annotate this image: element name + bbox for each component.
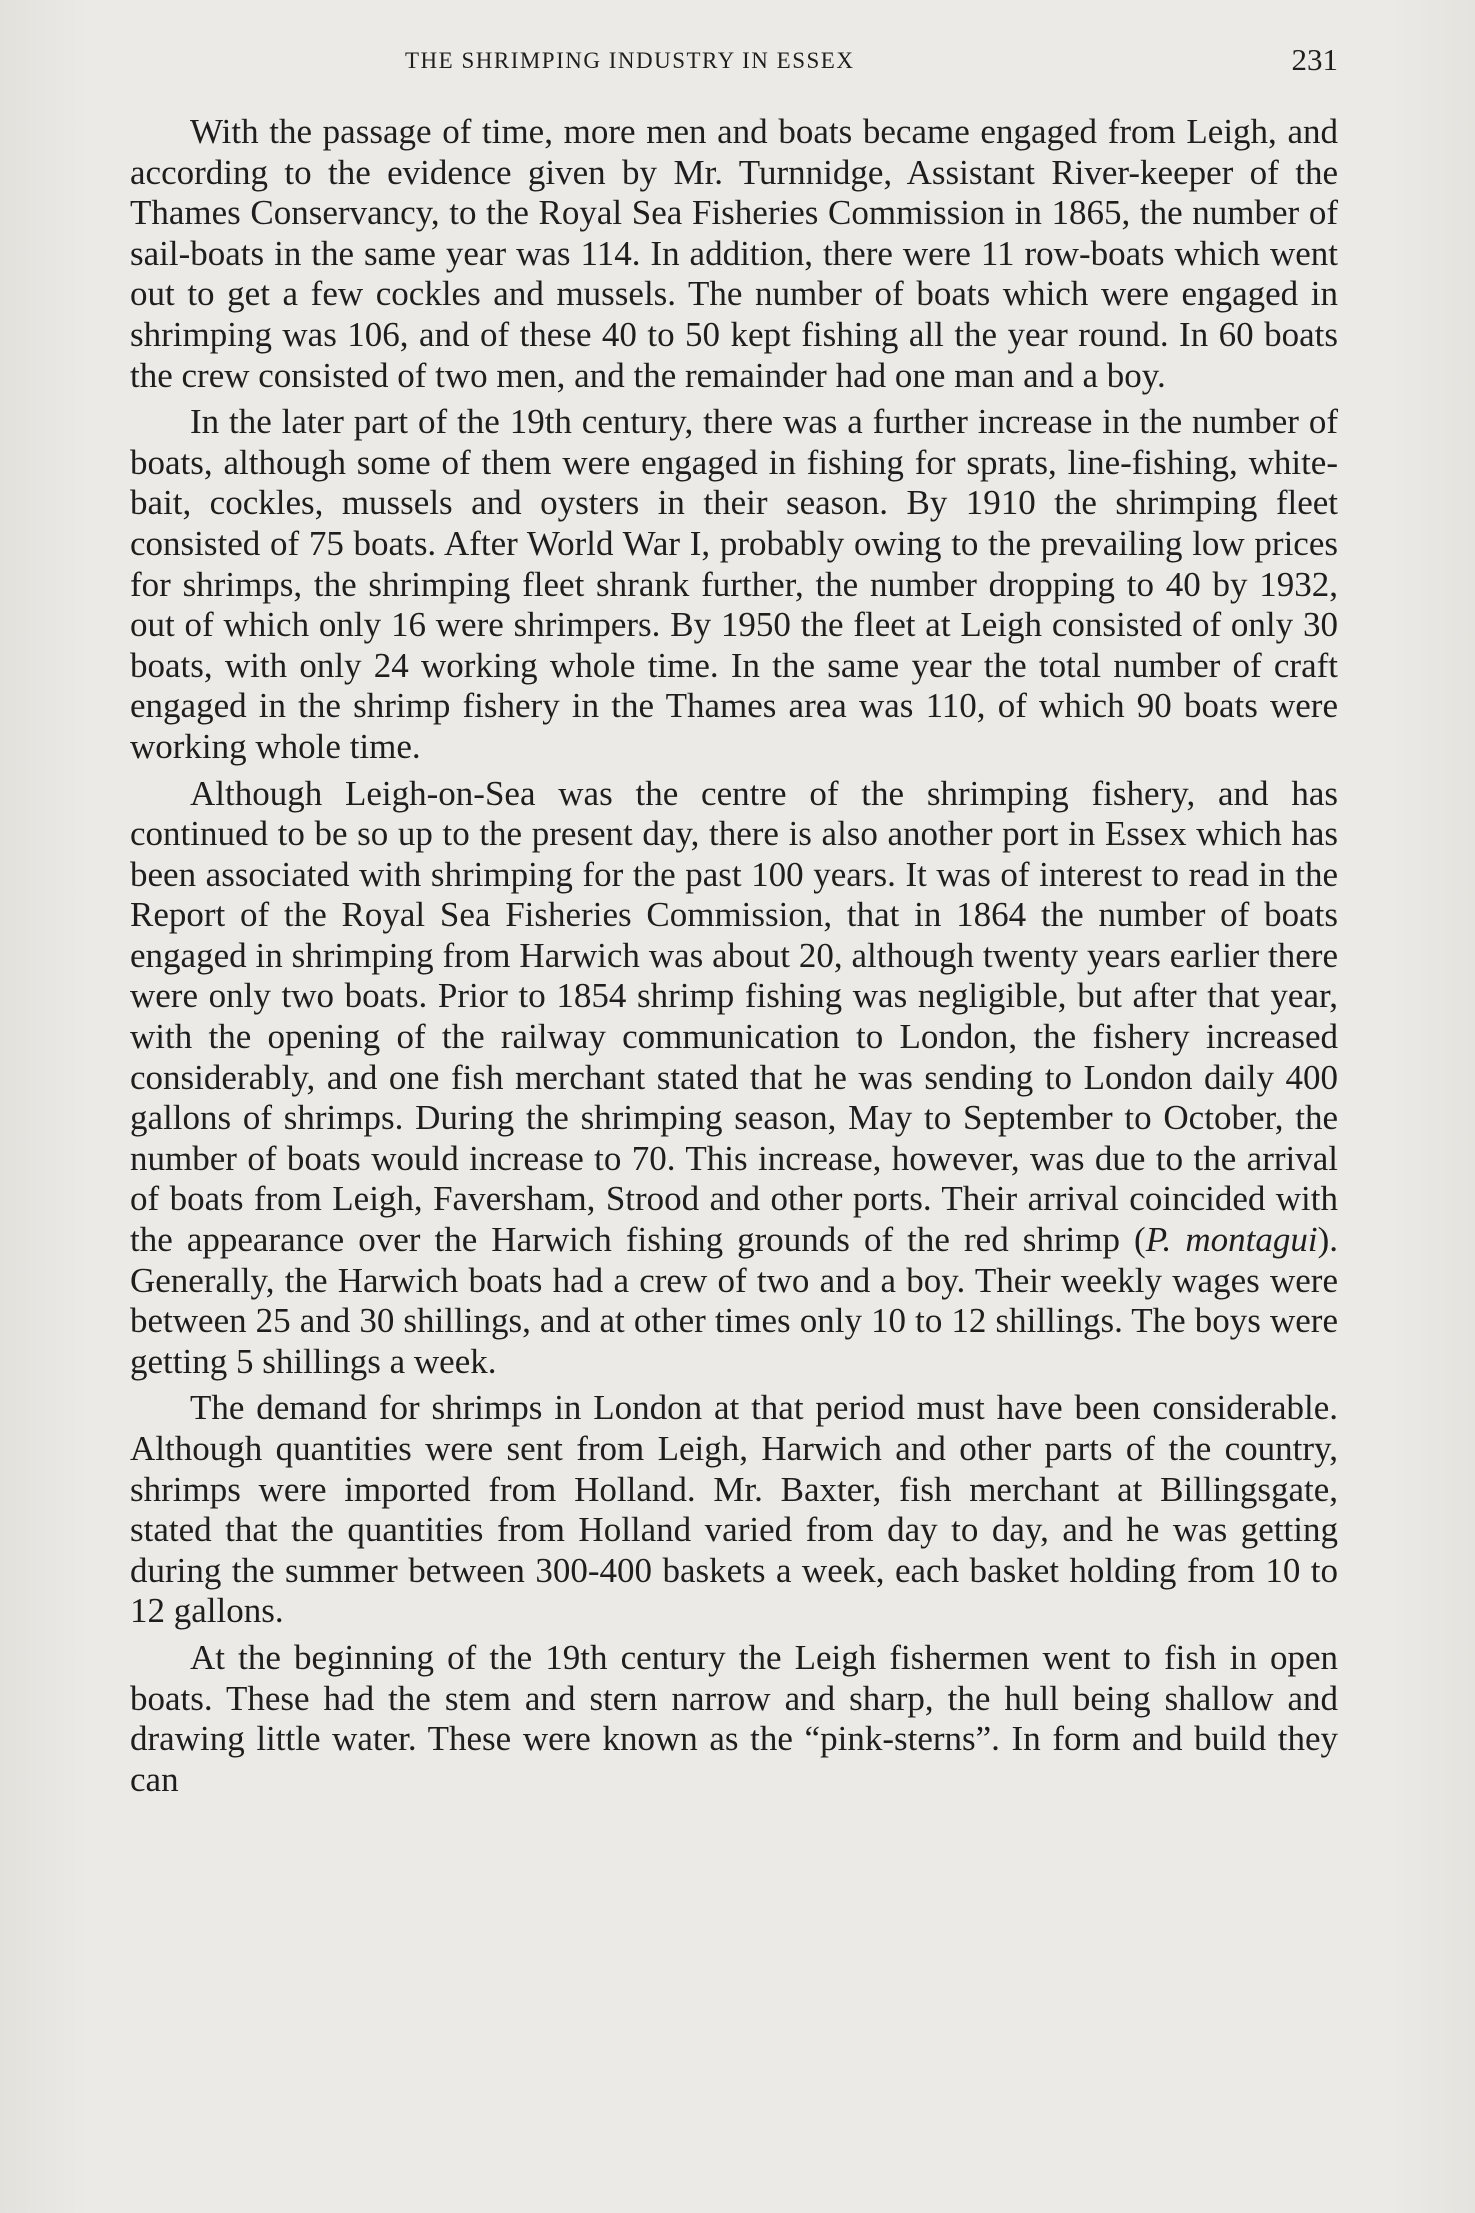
paragraph-3-tail: ). Generally, the Harwich boats had a crew of two and a boy. Their weekly wages were between 25 and 30 shillings, and at other times only 10 to 12 shillings. The boys were getting 5 shillings a week. <box>130 1220 1338 1381</box>
body-text <box>130 112 1338 1806</box>
paragraph-3 <box>130 774 1338 1383</box>
running-head: THE SHRIMPING INDUSTRY IN ESSEX <box>405 48 855 73</box>
paragraph-1: With the passage of time, more men and boats became engaged from Leigh, and according to the evidence given by Mr. Turnnidge, Assistant River-keeper of the Thames Conservancy, to the Royal Sea Fisheries Commission in 1865, the number of sail-boats in the same year was 114. In addition, there were 11 row-boats which went out to get a few cockles and mussels. The number of boats which were engaged in shrimping was 106, and of these 40 to 50 kept fishing all the year round. In 60 boats the crew consisted of two men, and the remainder had one man and a boy. <box>130 112 1338 395</box>
page-number: 231 <box>1291 42 1338 77</box>
page-header <box>130 40 1338 90</box>
species-name: P. montagui <box>1145 1220 1318 1260</box>
paragraph-2: In the later part of the 19th century, there was a further increase in the number of boats, although some of them were engaged in fishing for sprats, line-fishing, white-bait, cockles, mussels and oysters in their season. By 1910 the shrimping fleet consisted of 75 boats. After World War I, probably owing to the prevailing low prices for shrimps, the shrimping fleet shrank further, the number dropping to 40 by 1932, out of which only 16 were shrimpers. By 1950 the fleet at Leigh consisted of only 30 boats, with only 24 working whole time. In the same year the total number of craft engaged in the shrimp fishery in the Thames area was 110, of which 90 boats were working whole time. <box>130 402 1338 766</box>
paragraph-3-text: Although Leigh-on-Sea was the centre of the shrimping fishery, and has continued to be so up to the present day, there is also another port in Essex which has been associated with shrimping for the past 100 years. It was of interest to read in the Report of the Royal Sea Fisheries Commission, that in 1864 the number of boats engaged in shrimping from Harwich was about 20, although twenty years earlier there were only two boats. Prior to 1854 shrimp fishing was negligible, but after that year, with the opening of the railway communication to London, the fishery increased considerably, and one fish merchant stated that he was sending to London daily 400 gallons of shrimps. During the shrimping season, May to September to October, the number of boats would increase to 70. This increase, however, was due to the arrival of boats from Leigh, Faversham, Strood and other ports. Their arrival coincided with the appearance over the Harwich fishing grounds of the red shrimp ( <box>130 773 1338 1260</box>
paragraph-5: At the beginning of the 19th century the Leigh fishermen went to fish in open boats. These had the stem and stern narrow and sharp, the hull being shallow and drawing little water. These were known as the “pink-sterns”. In form and build they can <box>130 1637 1338 1799</box>
paragraph-4: The demand for shrimps in London at that period must have been considerable. Although quantities were sent from Leigh, Harwich and other parts of the country, shrimps were imported from Holland. Mr. Baxter, fish merchant at Billingsgate, stated that the quantities from Holland varied from day to day, and he was getting during the summer between 300-400 baskets a week, each basket holding from 10 to 12 gallons. <box>130 1388 1338 1631</box>
